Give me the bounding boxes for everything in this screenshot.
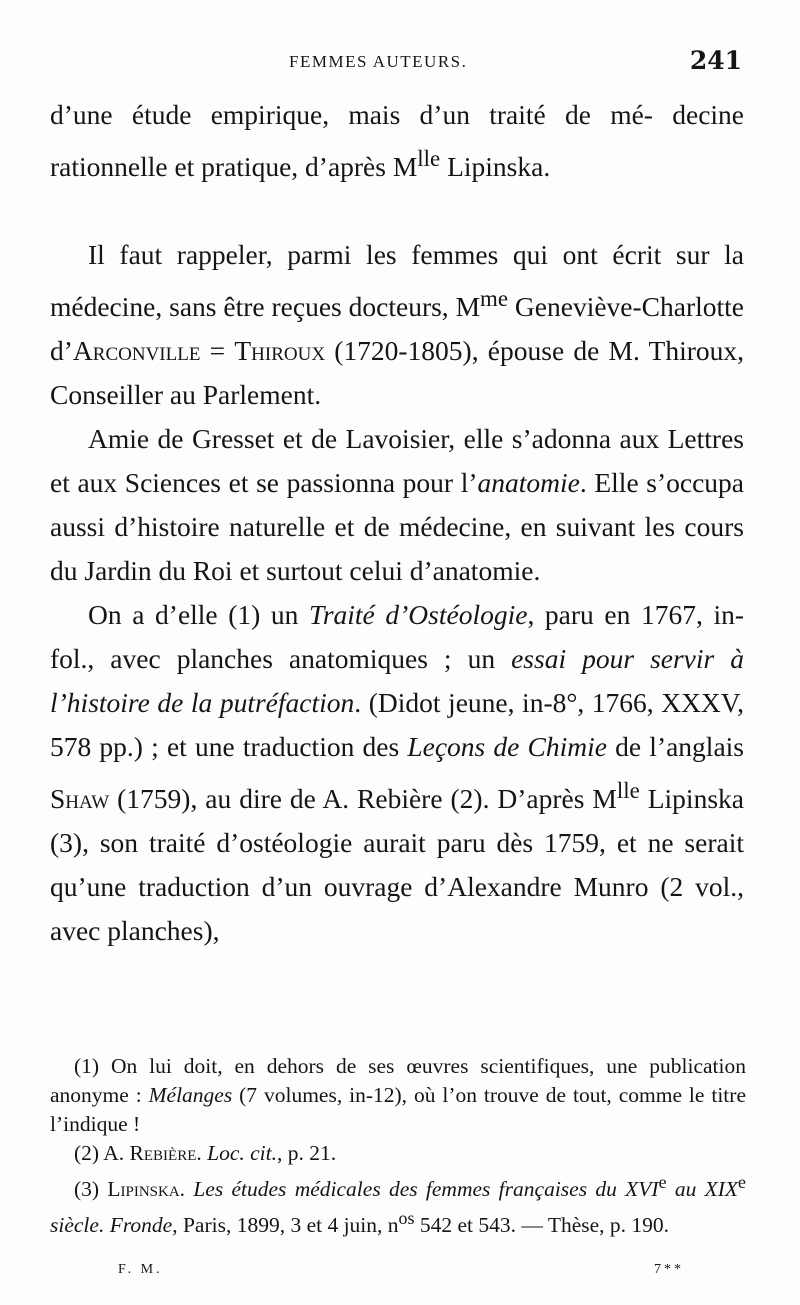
small-caps-name: Lipinska — [107, 1177, 180, 1202]
text-span: (1) On lui doit, en dehors de ses œuvres scientifiques, une publication anonyme : — [50, 1054, 746, 1107]
footnotes — [50, 1052, 746, 1240]
text-span: , p. 21. — [277, 1141, 337, 1165]
superscript: e — [738, 1172, 746, 1192]
italic-text: siècle. Fronde — [50, 1213, 173, 1238]
text-span: On a d’elle (1) un — [88, 599, 310, 631]
text-span: . — [179, 1177, 194, 1202]
main-text — [50, 93, 744, 953]
superscript: e — [658, 1172, 667, 1192]
footnote-1 — [50, 1052, 746, 1139]
signature-mark: 7** — [654, 1262, 684, 1277]
paragraph-traite — [50, 593, 744, 953]
small-caps-name: Arconville — [72, 335, 201, 367]
text-span: (1720-1805), épouse de M. Thiroux, Conseiller au Parlement. — [50, 335, 745, 411]
text-span: (7 volumes, in-12), où l’on trouve de tout, comme le titre l’indique ! — [50, 1083, 746, 1136]
paragraph-arconville — [50, 233, 744, 417]
text-span: , paru en 1767, in-fol., avec planches anatomiques ; un — [50, 599, 744, 675]
text-span: , Paris, 1899, 3 et 4 juin, n — [172, 1213, 399, 1238]
italic-text: Traité d’Ostéologie — [309, 599, 528, 631]
superscript: me — [480, 286, 509, 312]
footnote-2 — [50, 1139, 746, 1168]
page-header — [52, 46, 742, 80]
italic-text: Loc. cit. — [207, 1141, 278, 1165]
text-span: (2) A. — [74, 1141, 130, 1165]
text-span: d’une étude empirique, mais d’un traité de mé- — [50, 99, 653, 130]
italic-text: essai pour servir à l’histoire de la putréfaction — [50, 643, 744, 719]
paragraph-continued — [50, 93, 744, 189]
text-span: (3) — [74, 1177, 108, 1202]
paragraph-amie — [50, 417, 744, 593]
signature-initials: F. M. — [118, 1262, 163, 1277]
small-caps-name: Rebière — [129, 1141, 197, 1165]
text-span: . — [196, 1141, 208, 1165]
text-span: (1759), au dire de A. Rebière (2). D’après M — [109, 783, 617, 815]
text-span: . Elle s’occupa aussi d’histoire naturelle et de médecine, en suivant les cours du Jardin du Roi et surtout celui d’anatomie. — [50, 467, 744, 587]
italic-text: au XIX — [666, 1177, 739, 1202]
footnote-3 — [50, 1168, 746, 1240]
superscript: lle — [616, 778, 640, 804]
italic-text: Mélanges — [148, 1083, 233, 1107]
small-caps-name: Shaw — [50, 783, 110, 815]
running-head: FEMMES AUTEURS. — [289, 52, 468, 71]
italic-text: Les études médicales des femmes françaises du XVI — [193, 1177, 659, 1202]
text-span: decine rationnelle et pratique, d’après M — [50, 99, 745, 183]
page-number: 241 — [689, 46, 742, 75]
text-span: de l’anglais — [607, 731, 744, 763]
text-span: = — [200, 335, 235, 367]
text-span: Lipinska (3), son traité d’ostéologie aurait paru dès 1759, et ne serait qu’une traduction d’un ouvrage d’Alexandre Munro (2 vol., avec planches), — [50, 783, 744, 947]
text-span: Amie de Gresset et de Lavoisier, elle s’adonna aux Lettres et aux Sciences et se passionna pour l’ — [50, 423, 744, 499]
italic-text: Leçons de Chimie — [407, 731, 607, 763]
superscript: os — [398, 1208, 415, 1229]
italic-text: anatomie — [477, 467, 580, 499]
superscript: lle — [417, 146, 441, 171]
text-span: Geneviève-Charlotte d’ — [50, 291, 744, 367]
text-span: 542 et 543. — Thèse, p. 190. — [414, 1213, 670, 1238]
text-span: . (Didot jeune, in-8°, 1766, XXXV, 578 pp.) ; et une traduction des — [50, 687, 744, 763]
text-span: Lipinska. — [440, 151, 551, 183]
small-caps-name: Thiroux — [234, 335, 326, 367]
text-span: Il faut rappeler, parmi les femmes qui ont écrit sur la médecine, sans être reçues docteurs, M — [50, 239, 744, 323]
